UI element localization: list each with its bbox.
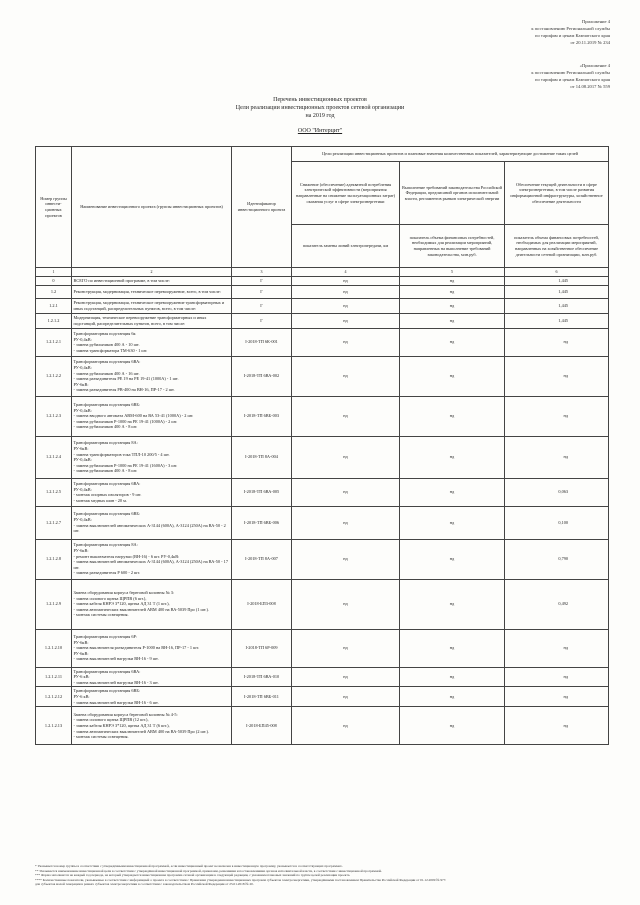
row-value-lines: нд (292, 667, 400, 687)
row-value-legal: нд (400, 276, 505, 285)
table-row (36, 687, 609, 707)
row-project-id: I-2018-ТП 6ВБ-011 (232, 687, 292, 707)
table-row (36, 285, 609, 298)
row-number: 1.2.1.2.1 (36, 328, 72, 356)
row-value-legal: нд (400, 539, 505, 579)
column-number: 3 (232, 268, 292, 277)
column-number: 1 (36, 268, 72, 277)
table-row (36, 579, 609, 629)
row-value-operations: нд (505, 396, 609, 436)
row-value-legal: нд (400, 667, 505, 687)
row-project-name: Модернизация, техническое перевооружение трансформаторных и иных подстанций, распределительных пунктов, всего, в том числе: (72, 313, 232, 328)
investment-projects-table (35, 146, 609, 745)
appendix-line: по тарифам и ценам Камчатского края (535, 77, 610, 82)
row-value-operations: нд (505, 629, 609, 667)
appendix-line: к постановлению Региональной службы (531, 70, 610, 75)
row-project-id: I-2018-ТП 6ВБ-006 (232, 506, 292, 539)
header-col-number: Номер группы инвести-ционных проектов (36, 147, 72, 268)
row-project-name: Трансформаторная подстанция 6ВБ: РУ-0,4кВ: - замена выключателей автоматических А-3144 (600А), А-3124 (250А) на ВА-50 - 2 шт. (72, 506, 232, 539)
row-project-id: I-2018-ТП 8А-007 (232, 539, 292, 579)
column-number: 2 (72, 268, 232, 277)
row-value-lines: нд (292, 356, 400, 396)
row-value-lines: нд (292, 276, 400, 285)
appendix-prior-header (531, 62, 610, 90)
row-value-lines: нд (292, 687, 400, 707)
row-number: 1.2.1.2.2 (36, 356, 72, 396)
row-project-id: I-2018-ТП 8А-004 (232, 436, 292, 478)
row-value-lines: нд (292, 298, 400, 313)
footnote: ** Указывается наименование инвестиционной цели в соответствии с утверждённой инвестиционной программой, приказами, решениями и постановлениями органов исполнительной власти, в соответствии с инвестиционной программой. (35, 868, 382, 873)
table-row (36, 276, 609, 285)
column-number: 6 (505, 268, 609, 277)
row-value-operations: нд (505, 667, 609, 687)
row-value-legal: нд (400, 356, 505, 396)
row-value-operations: нд (505, 687, 609, 707)
header-col-name: Наименование инвестиционного проекта (группы инвестиционных проектов) (72, 147, 232, 268)
row-value-legal: нд (400, 478, 505, 506)
row-value-lines: нд (292, 285, 400, 298)
table-row (36, 506, 609, 539)
table-row (36, 539, 609, 579)
row-number: 1.2.1.2.5 (36, 478, 72, 506)
row-project-id: I-2018-ТП 6ВА-005 (232, 478, 292, 506)
row-value-lines: нд (292, 629, 400, 667)
row-project-name: ВСЕГО по инвестиционной программе, в том числе: (72, 276, 232, 285)
footnote: *** Форма заполняется на каждый год периода, на который утверждается инвестиционная программа сетевой организации в следующей редакции, с указанием плановых значений по группе целей реализации проекта. (35, 873, 351, 878)
row-value-legal: нд (400, 687, 505, 707)
appendix-line: к постановлению Региональной службы (531, 26, 610, 31)
column-number: 5 (400, 268, 505, 277)
row-project-id: Г (232, 313, 292, 328)
row-value-operations: нд (505, 707, 609, 745)
row-value-operations: 0,492 (505, 579, 609, 629)
row-project-name: Реконструкция, модернизация, техническое перевооружение трансформаторных и иных подстанций, распределительных пунктов, всего, в том числе: (72, 298, 232, 313)
row-value-operations: 0,100 (505, 506, 609, 539)
row-value-lines: нд (292, 478, 400, 506)
table-row (36, 478, 609, 506)
row-value-lines: нд (292, 579, 400, 629)
header-goal-2: Выполнение требований законодательства Российской Федерации, предписаний органов исполнительной власти, регламентов рынков электрической энергии (400, 162, 505, 225)
header-indicator-3: показатель объема финансовых потребностей, необходимых для реализации мероприятий, направленных на хозяйственное обеспечение деятельности сетевой организации, млн.руб. (505, 225, 609, 268)
row-number: 1.2.1.2.13 (36, 707, 72, 745)
footnote: для субъектов малой генерации в рамках субъектов электроэнергетики в соответствии с законодательством Российской Федерации от 25.01.2018 № 20. (35, 882, 254, 887)
row-project-id: I-2018-ТП 6ВА-002 (232, 356, 292, 396)
header-row (36, 147, 609, 162)
row-project-id: Г (232, 285, 292, 298)
table-row (36, 629, 609, 667)
table-row (36, 396, 609, 436)
row-project-name: Реконструкция, модернизация, техническое перевооружение, всего, в том числе: (72, 285, 232, 298)
row-value-operations: 0,063 (505, 478, 609, 506)
row-project-name: Трансформаторная подстанция 6ВА: РУ-0,4кВ: - монтаж опорных изоляторов - 9 шт. - монтаж медных шин - 20 м. (72, 478, 232, 506)
row-project-name: Трансформаторная подстанция 6ВБ: РУ-0,4кВ: - замена вводного автомата АВМ-600 на ВА 53-41 (1000А) - 2 шт. - замена рубильников Р-1000 на РЕ 19-41 (1000А) - 2 шт. - замена рубильников 400 А - 8 шт. (72, 396, 232, 436)
appendix-header (531, 18, 610, 46)
header-goals-group: Цели реализации инвестиционных проектов и плановые значения количественных показателей, характеризующие достижение таких целей (292, 147, 609, 162)
row-project-name: Трансформаторная подстанция 6ВА: РУ-0,4кВ: - замена рубильников 400 А - 16 шт. - замена разъединителя РЕ 19 на РЕ 19-41 (1000А) - 1 шт. РУ-6кВ: - замена разъединителя РВ-400 на ВН-16, ПР-17 - 2 шт. (72, 356, 232, 396)
table-row (36, 313, 609, 328)
row-value-lines: нд (292, 539, 400, 579)
row-value-legal: нд (400, 579, 505, 629)
row-number: 1.2.1.2.8 (36, 539, 72, 579)
document-title: Перечень инвестиционных проектов (273, 97, 367, 103)
row-number: 1.2.1.2.7 (36, 506, 72, 539)
row-number: 1.2.1.2.11 (36, 667, 72, 687)
document-subtitle: Цели реализации инвестиционных проектов сетевой организации (235, 105, 405, 111)
row-number: 1.2.1.2.10 (36, 629, 72, 667)
row-project-name: Трансформаторная подстанция 6к РУ-0,4кВ: - замена рубильников 400 А - 10 шт. - замена трансформатора ТМ-630 - 1 шт. (72, 328, 232, 356)
table-row (36, 356, 609, 396)
row-number: 1.2.1 (36, 298, 72, 313)
table-row (36, 667, 609, 687)
column-number-row (36, 268, 609, 277)
row-project-name: Трансформаторная подстанция 6ВА: РУ-6 кВ: - замена выключателей нагрузки ВН-16 - 3 шт. (72, 667, 232, 687)
header-indicator-2: показатель объема финансовых потребностей, необходимых для реализации мероприятий, направленных на выполнение требований законодательства, млн.руб. (400, 225, 505, 268)
row-project-name: Замена оборудования корпуса береговой колонны № 4-5: - замена силового щитка ЩРПВ (12 шт.), - замена кабеля КНРЭ 3*120, щитка АД 31 Т (6 шт.), - замена автоматических выключателей АВМ 400 на ВА-5039 Про (2 шт.). - монтаж системы освещения. (72, 707, 232, 745)
table-body (36, 276, 609, 745)
row-project-id: Г (232, 276, 292, 285)
row-value-operations: нд (505, 328, 609, 356)
row-project-name: Замена оборудования корпуса береговой колонны № 3: - замена силового щитка ЩРПВ (6 шт.), - замена кабеля КНРЭ 3*120, щитка АД 31 Т (1 шт.), - замена автоматических выключателей АВМ 400 на ВА-5039 Про (1 шт.). - монтаж системы освещения. (72, 579, 232, 629)
appendix-line: от 14.08.2017 № 559 (570, 84, 610, 89)
row-value-operations: 1,445 (505, 298, 609, 313)
table-row (36, 298, 609, 313)
row-number: 1.2.1.2.4 (36, 436, 72, 478)
row-value-operations: 1,445 (505, 276, 609, 285)
row-project-name: Трансформаторная подстанция 6Р: РУ-6кВ: - замена выключателя разъединителя Р-1000 на ВН-16, ПР-17 - 1 шт. РУ-6кВ: - замена выключателей нагрузки ВН-16 - 9 шт. (72, 629, 232, 667)
row-value-legal: нд (400, 707, 505, 745)
row-value-lines: нд (292, 436, 400, 478)
document-year: на 2019 год (305, 113, 335, 119)
row-value-lines: нд (292, 707, 400, 745)
row-value-legal: нд (400, 436, 505, 478)
row-project-id: I-2018-ТП 6ВА-010 (232, 667, 292, 687)
row-number: 1.2.1.2 (36, 313, 72, 328)
appendix-line: Приложение 4 (581, 19, 610, 24)
row-value-lines: нд (292, 506, 400, 539)
row-project-id: I-2018-ТП 6К-001 (232, 328, 292, 356)
appendix-line: «Приложение 4 (579, 63, 610, 68)
row-value-lines: нд (292, 313, 400, 328)
appendix-line: по тарифам и ценам Камчатского края (535, 33, 610, 38)
row-value-operations: нд (505, 356, 609, 396)
row-number: 0 (36, 276, 72, 285)
row-value-lines: нд (292, 328, 400, 356)
row-value-legal: нд (400, 396, 505, 436)
row-value-legal: нд (400, 298, 505, 313)
table-row (36, 707, 609, 745)
row-value-legal: нд (400, 328, 505, 356)
footnote: * Указывается номер группы в соответствии с утверждёнными инвестиционной программой, если инвестиционный проект не включен в инвестиционную программу, указывается в соответствующих программах. (35, 864, 343, 868)
header-indicator-1: показатель замены линий электропередачи, км (292, 225, 400, 268)
row-project-name: Трансформаторная подстанция 6ВБ: РУ-6 кВ: - замена выключателей нагрузки ВН-16 - 6 шт. (72, 687, 232, 707)
footnote: **** Количественные показатели, указываемые в соответствии с информацией о проекте в соответствии с Правилами утверждения инвестиционных программ субъектов электроэнергетики, утверждёнными постановлением Правительства Российской Федерации от 01.12.2009 № 977. (35, 877, 447, 882)
row-project-name: Трансформаторная подстанция 8А: РУ-6кВ: - ремонт выключателя нагрузки (ВН-16) - 6 шт. РУ-0,4кВ: - замена выключателей автоматических А-3144 (600А), А-3124 (250А) на ВА-50 - 17 шт. - замена разъединителя Р 600 - 2 шт. (72, 539, 232, 579)
row-project-id: I-2018-БП3-008 (232, 579, 292, 629)
row-value-operations: 1,445 (505, 285, 609, 298)
row-number: 1.2.1.2.3 (36, 396, 72, 436)
row-number: 1.2 (36, 285, 72, 298)
row-number: 1.2.1.2.9 (36, 579, 72, 629)
table-row (36, 328, 609, 356)
organization-name: ООО "Интерцит" (297, 128, 343, 134)
row-project-id: I-2018-ТП 6Р-009 (232, 629, 292, 667)
table-row (36, 436, 609, 478)
row-value-legal: нд (400, 506, 505, 539)
row-value-lines: нд (292, 396, 400, 436)
header-goal-1: Снижение (обеспечение) адекватной потребления электрической эффективности (мероприятия направленные на снижение эксплуатационных затрат) оказания услуг в сфере электроэнергетики (292, 162, 400, 225)
appendix-line: от 20.11.2019 № 234 (570, 40, 610, 45)
row-value-operations: 1,445 (505, 313, 609, 328)
row-value-operations: нд (505, 436, 609, 478)
row-project-name: Трансформаторная подстанция 8А: РУ-6кВ: - замена трансформаторов тока ТПЛ-10 200/5 - 4 шт. РУ-0,4кВ: - замена рубильников Р-1000 на РЕ 19-41 (1600А) - 3 шт. - замена рубильников 400 А - 8 шт. (72, 436, 232, 478)
footnotes (35, 864, 608, 887)
row-project-id: I-2018-БП45-008 (232, 707, 292, 745)
row-project-id: I-2018-ТП 6ВБ-003 (232, 396, 292, 436)
header-col-id: Идентификатор инвестиционного проекта (232, 147, 292, 268)
row-value-legal: нд (400, 629, 505, 667)
row-value-legal: нд (400, 285, 505, 298)
row-number: 1.2.1.2.12 (36, 687, 72, 707)
header-goal-3: Обеспечение текущей деятельности в сфере электроэнергетики, в том числе развития информационной инфраструктуры, хозяйственное обеспечение деятельности (505, 162, 609, 225)
row-value-legal: нд (400, 313, 505, 328)
row-value-operations: 0,790 (505, 539, 609, 579)
row-project-id: Г (232, 298, 292, 313)
column-number: 4 (292, 268, 400, 277)
